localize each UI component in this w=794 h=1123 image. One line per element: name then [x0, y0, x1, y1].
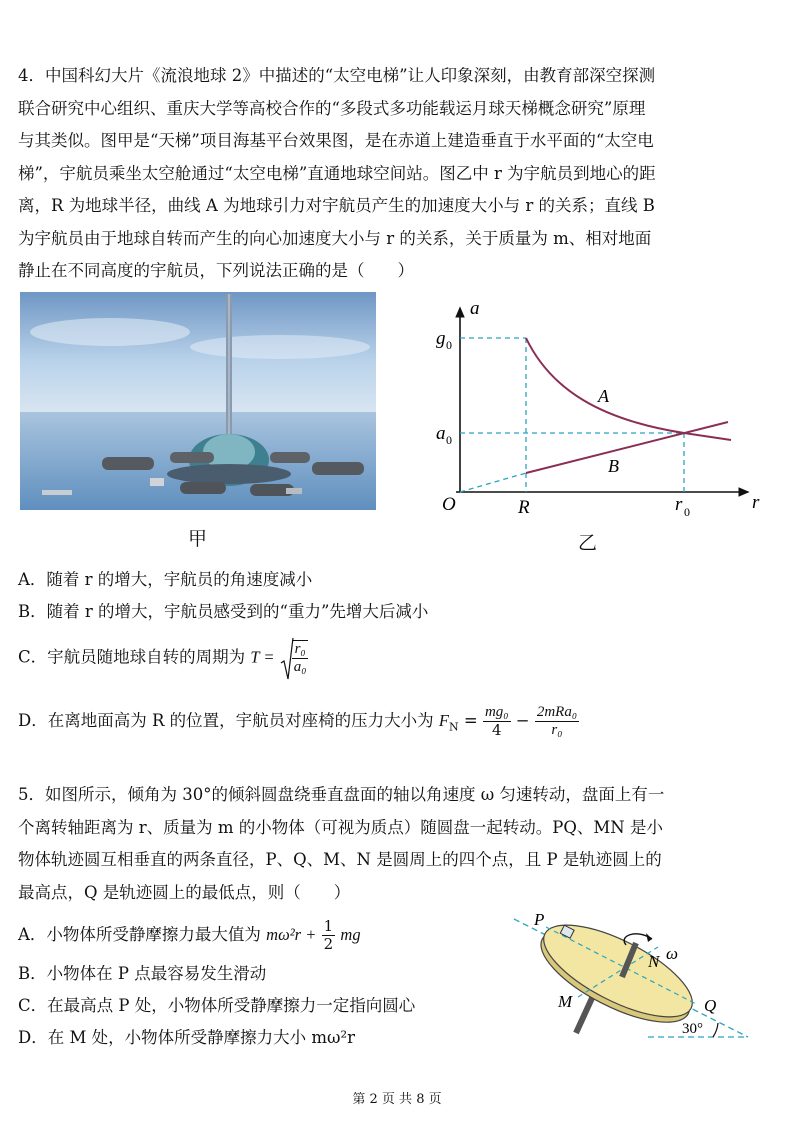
figure-jia-platform-image — [20, 292, 376, 510]
figure-yi-graph — [426, 292, 766, 524]
q5-line-2: 个离转轴距离为 r、质量为 m 的小物体（可视为质点）随圆盘一起转动。PQ、MN 是小 — [18, 817, 663, 837]
graph-label-r0: r — [675, 494, 683, 515]
q5-option-a-text: A．小物体所受静摩擦力最大值为 — [18, 925, 261, 944]
q5-line-4: 最高点，Q 是轨迹圆上的最低点，则（ ） — [18, 882, 351, 902]
q5-option-a-expr2: mg — [340, 925, 361, 944]
q4-line-4: 梯”，宇航员乘坐太空舱通过“太空电梯”直通地球空间站。图乙中 r 为宇航员到地心的距 — [18, 163, 656, 183]
q4-line-2: 联合研究中心组织、重庆大学等高校合作的“多段式多功能载运月球天梯概念研究”原理 — [18, 98, 646, 118]
q5-option-a-expr1: mω²r + — [266, 925, 317, 944]
q4-option-c — [18, 640, 308, 676]
q4-option-a: A．随着 r 的增大，宇航员的角速度减小 — [18, 570, 313, 589]
q5-figure-disk — [508, 905, 768, 1045]
graph-label-a0: a — [436, 423, 446, 444]
q4-option-d-eq: = — [458, 711, 478, 730]
graph-label-r: r — [752, 492, 760, 513]
graph-label-a0-sub: 0 — [446, 433, 452, 447]
q5-option-b: B．小物体在 P 点最容易发生滑动 — [18, 964, 267, 983]
graph-label-a: a — [470, 298, 480, 319]
q5-option-c: C．在最高点 P 处，小物体所受静摩擦力一定指向圆心 — [18, 996, 416, 1015]
q5-option-a-den: 2 — [323, 935, 334, 953]
q5-label-angle: 30° — [682, 1021, 703, 1037]
q4-option-b: B．随着 r 的增大，宇航员感受到的“重力”先增大后减小 — [18, 602, 429, 621]
q5-label-Q: Q — [704, 996, 717, 1015]
q4-option-d-F-sub: N — [449, 720, 459, 734]
q4-option-c-den: a₀ — [293, 659, 307, 675]
line-B — [526, 422, 728, 473]
q4-option-c-text: C．宇航员随地球自转的周期为 — [18, 647, 246, 667]
graph-label-R: R — [518, 497, 530, 518]
figure-yi-caption: 乙 — [578, 532, 598, 554]
figure-jia-caption: 甲 — [188, 528, 208, 550]
q5-label-M: M — [558, 992, 573, 1011]
graph-label-r0-sub: 0 — [684, 505, 690, 519]
q5-stem — [18, 779, 778, 909]
q4-line-3: 与其类似。图甲是“天梯”项目海基平台效果图，是在赤道上建造垂直于水平面的“太空电 — [18, 131, 654, 150]
q5-label-P: P — [534, 910, 545, 929]
graph-label-O: O — [442, 494, 456, 515]
q4-option-d-text: D．在离地面高为 R 的位置，宇航员对座椅的压力大小为 — [18, 711, 434, 730]
q5-line-1: 5．如图所示，倾角为 30°的倾斜圆盘绕垂直盘面的轴以角速度 ω 匀速转动，盘面上有一 — [18, 785, 665, 804]
q5-option-a — [18, 918, 361, 953]
q4-option-d-den2: r₀ — [551, 722, 563, 738]
graph-label-g0-sub: 0 — [446, 338, 452, 352]
q4-option-d-den1: 4 — [491, 721, 502, 739]
q5-line-3: 物体轨迹圆互相垂直的两条直径，P、Q、M、N 是圆周上的四个点，且 P 是轨迹圆上的 — [18, 850, 662, 869]
q4-option-d-num1: mg₀ — [484, 704, 509, 720]
page-footer: 第 2 页 共 8 页 — [352, 1092, 442, 1107]
q5-option-a-num: 1 — [323, 917, 334, 935]
q4-stem — [18, 60, 778, 288]
q4-line-1: 4．中国科幻大片《流浪地球 2》中描述的“太空电梯”让人印象深刻，由教育部深空探测 — [18, 66, 656, 85]
q4-line-5: 离，R 为地球半径，曲线 A 为地球引力对宇航员产生的加速度大小与 r 的关系；直线 B — [18, 196, 655, 215]
q5-option-d: D．在 M 处，小物体所受静摩擦力大小 mω²r — [18, 1028, 355, 1047]
q4-option-c-sqrt — [280, 640, 309, 676]
q4-line-6: 为宇航员由于地球自转而产生的向心加速度大小与 r 的关系，关于质量为 m、相对地面 — [18, 228, 652, 248]
q5-label-omega: ω — [666, 944, 679, 963]
q4-option-c-T: T = — [250, 647, 275, 667]
q4-option-d-minus: − — [515, 711, 530, 730]
graph-label-A: A — [598, 386, 609, 406]
q4-option-c-num: r₀ — [292, 641, 309, 659]
q4-line-7: 静止在不同高度的宇航员，下列说法正确的是（ ） — [18, 261, 414, 280]
q4-option-d-F: F — [438, 711, 449, 730]
graph-label-g0: g — [436, 328, 446, 349]
q5-label-N: N — [648, 952, 660, 971]
graph-label-B: B — [608, 456, 619, 476]
q4-option-d-num2: 2mRa₀ — [536, 704, 578, 720]
curve-A — [526, 338, 731, 440]
q4-option-d — [18, 704, 579, 739]
